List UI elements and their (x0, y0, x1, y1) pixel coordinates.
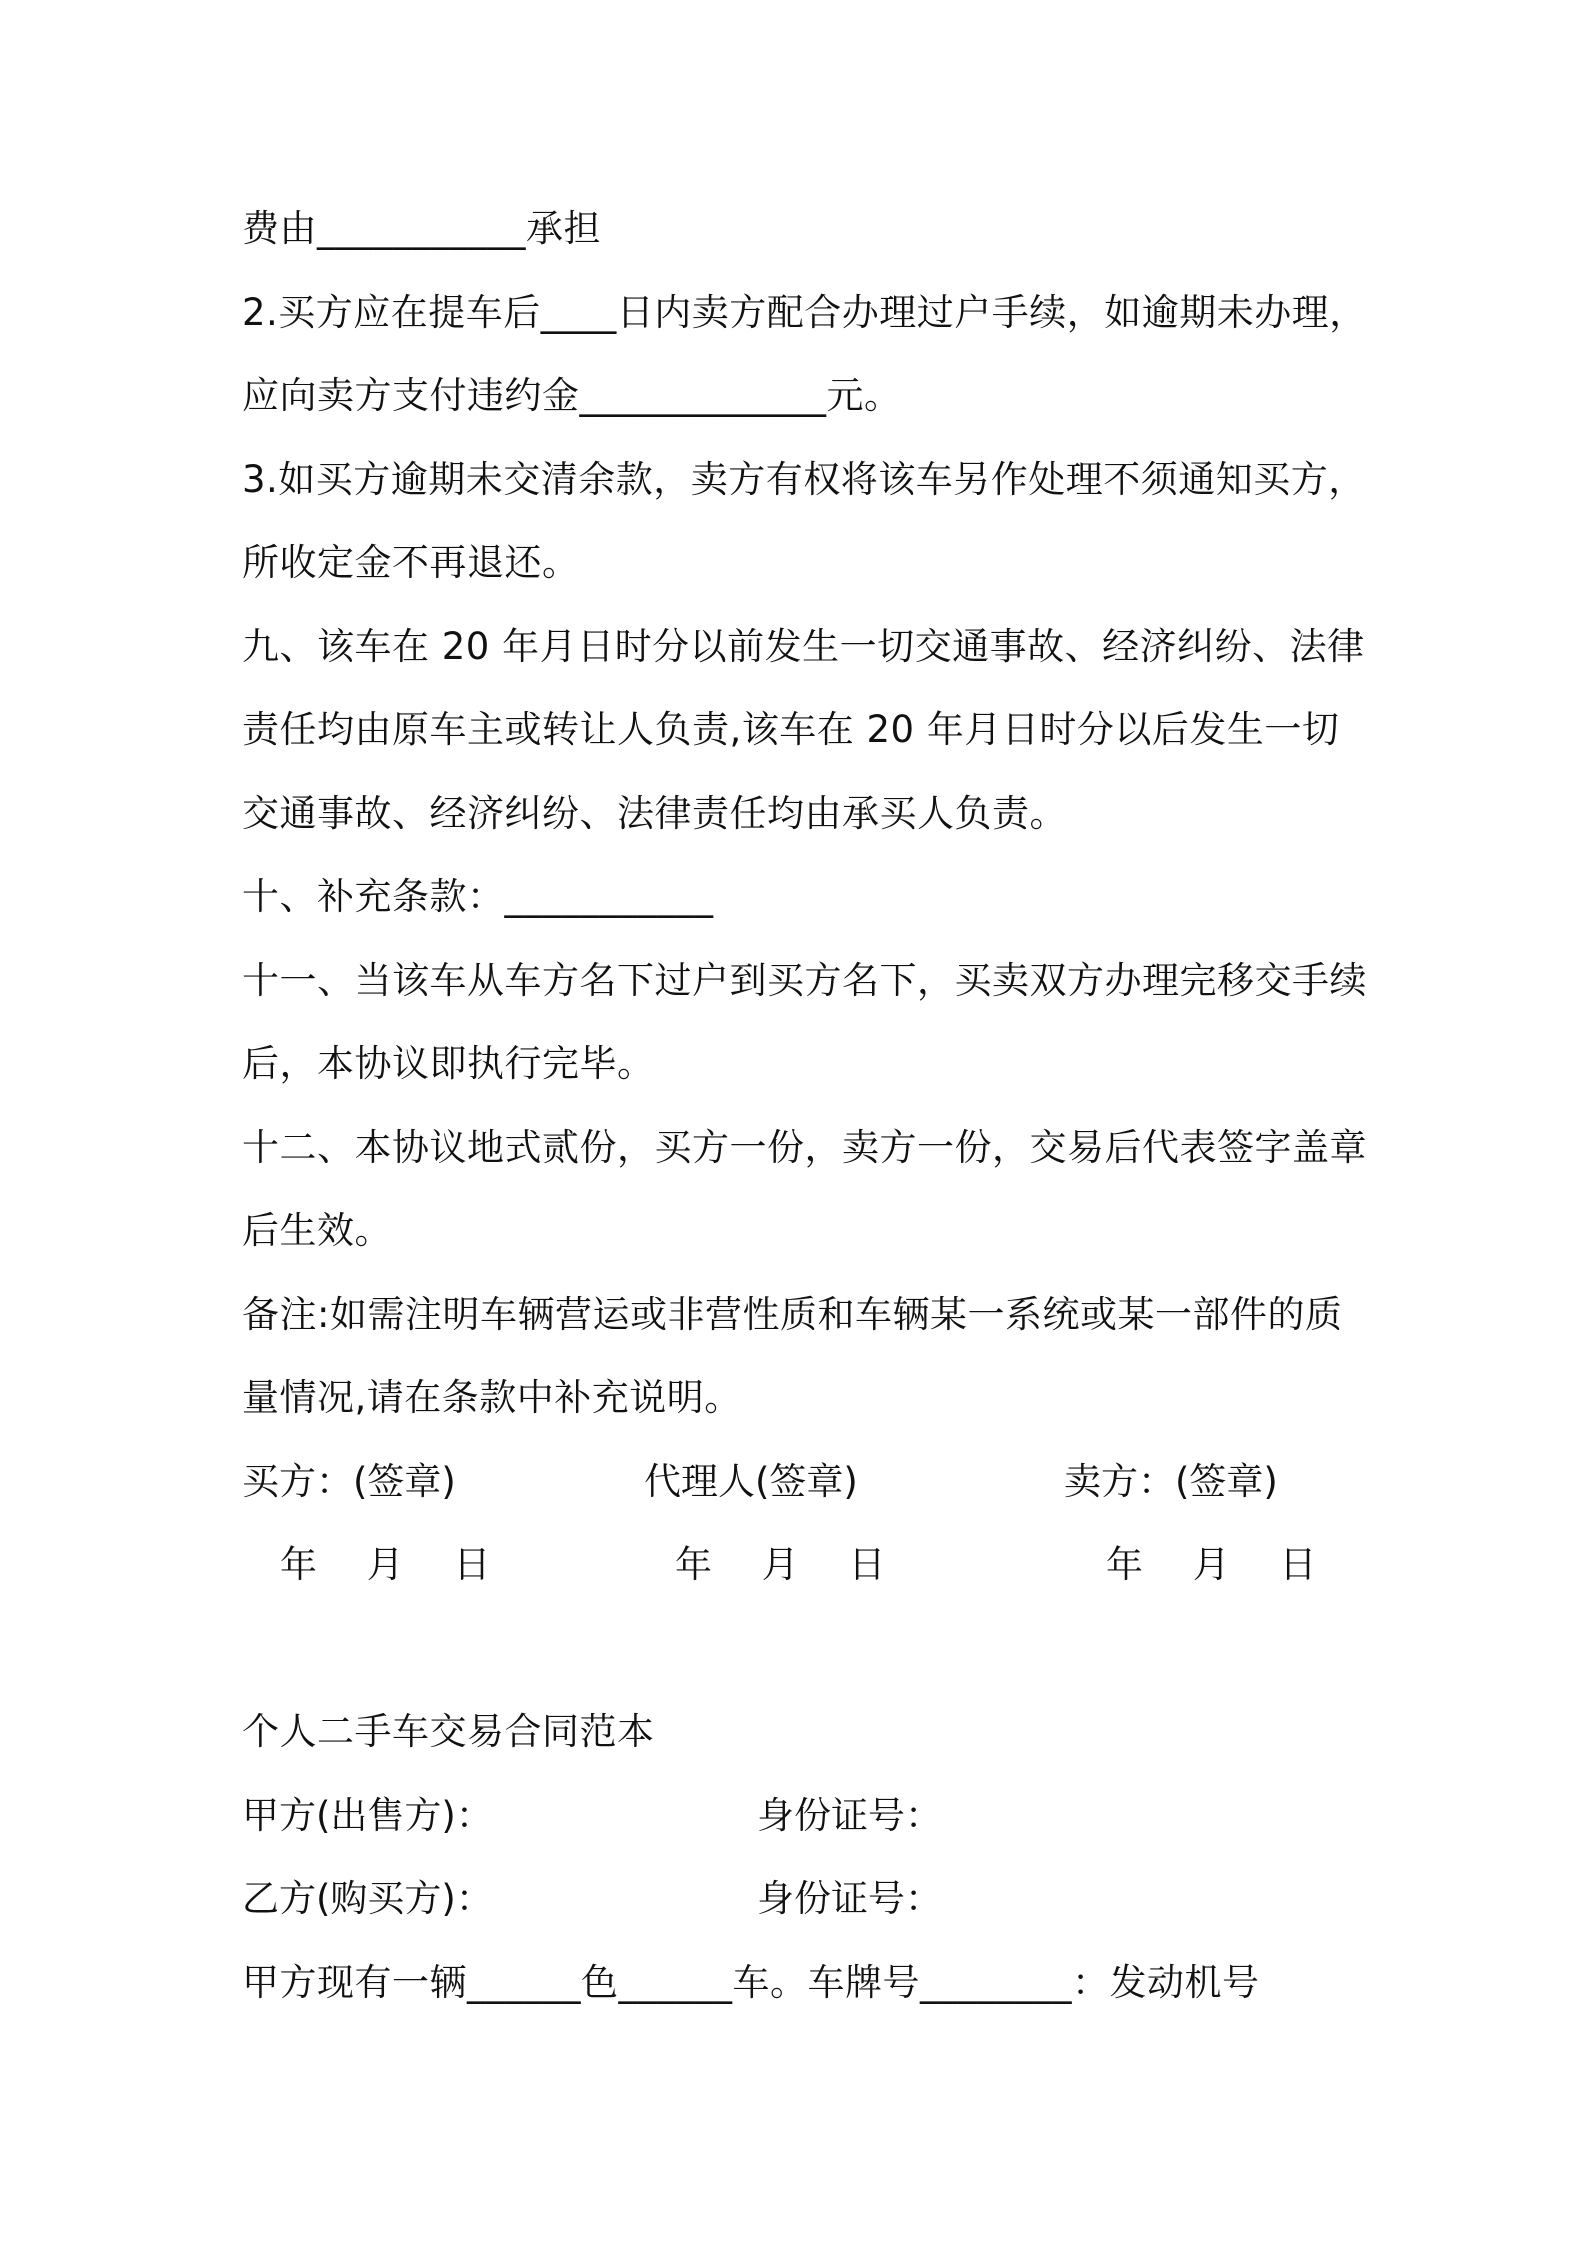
date-month: 月 (1192, 1543, 1230, 1586)
clause-line: 十二、本协议地式贰份，买方一份，卖方一份，交易后代表签字盖章 (242, 1126, 1367, 1169)
party-b-id-label: 身份证号： (757, 1877, 942, 1920)
seller-date (1106, 1540, 1317, 1590)
date-year: 年 (280, 1543, 317, 1586)
contract-title: 个人二手车交易合同范本 (242, 1710, 655, 1753)
clause-line: 交通事故、经济纠纷、法律责任均由承买人负责。 (242, 792, 1067, 835)
clause-line: 十、补充条款：___________ (242, 875, 714, 918)
date-month: 月 (366, 1543, 404, 1586)
clause-line: 后生效。 (242, 1209, 392, 1252)
clause-line: 九、该车在 20 年月日时分以前发生一切交通事故、经济纠纷、法律 (242, 625, 1365, 668)
clause-line: 所收定金不再退还。 (242, 541, 580, 584)
buyer-date (280, 1540, 491, 1590)
clause-line: 十一、当该车从车方名下过户到买方名下，买卖双方办理完移交手续 (242, 959, 1367, 1002)
clause-line: 2.买方应在提车后____日内卖方配合办理过户手续，如逾期未办理， (242, 291, 1367, 334)
party-a-label: 甲方(出售方)： (242, 1794, 493, 1837)
clause-line: 量情况,请在条款中补充说明。 (242, 1376, 742, 1419)
date-day: 日 (453, 1543, 491, 1586)
clause-line: 应向卖方支付违约金_____________元。 (242, 374, 902, 417)
date-day: 日 (848, 1543, 886, 1586)
date-month: 月 (761, 1543, 799, 1586)
clause-line: 责任均由原车主或转让人负责,该车在 20 年月日时分以后发生一切 (242, 708, 1340, 751)
party-a-id-label: 身份证号： (757, 1794, 942, 1837)
party-b-label: 乙方(购买方)： (242, 1877, 493, 1920)
clause-line: 3.如买方逾期未交清余款，卖方有权将该车另作处理不须通知买方， (242, 458, 1366, 501)
vehicle-line: 甲方现有一辆______色______车。车牌号________：发动机号 (242, 1961, 1260, 2004)
date-year: 年 (675, 1543, 712, 1586)
buyer-signature-label: 买方：(签章) (242, 1460, 456, 1503)
clause-line: 后，本协议即执行完毕。 (242, 1042, 655, 1085)
clause-line: 费由___________承担 (242, 207, 601, 250)
agent-date (675, 1540, 886, 1590)
agent-signature-label: 代理人(签章) (644, 1460, 858, 1503)
clause-line: 备注:如需注明车辆营运或非营性质和车辆某一系统或某一部件的质 (242, 1293, 1343, 1336)
seller-signature-label: 卖方：(签章) (1064, 1460, 1278, 1503)
date-year: 年 (1106, 1543, 1143, 1586)
date-day: 日 (1279, 1543, 1317, 1586)
